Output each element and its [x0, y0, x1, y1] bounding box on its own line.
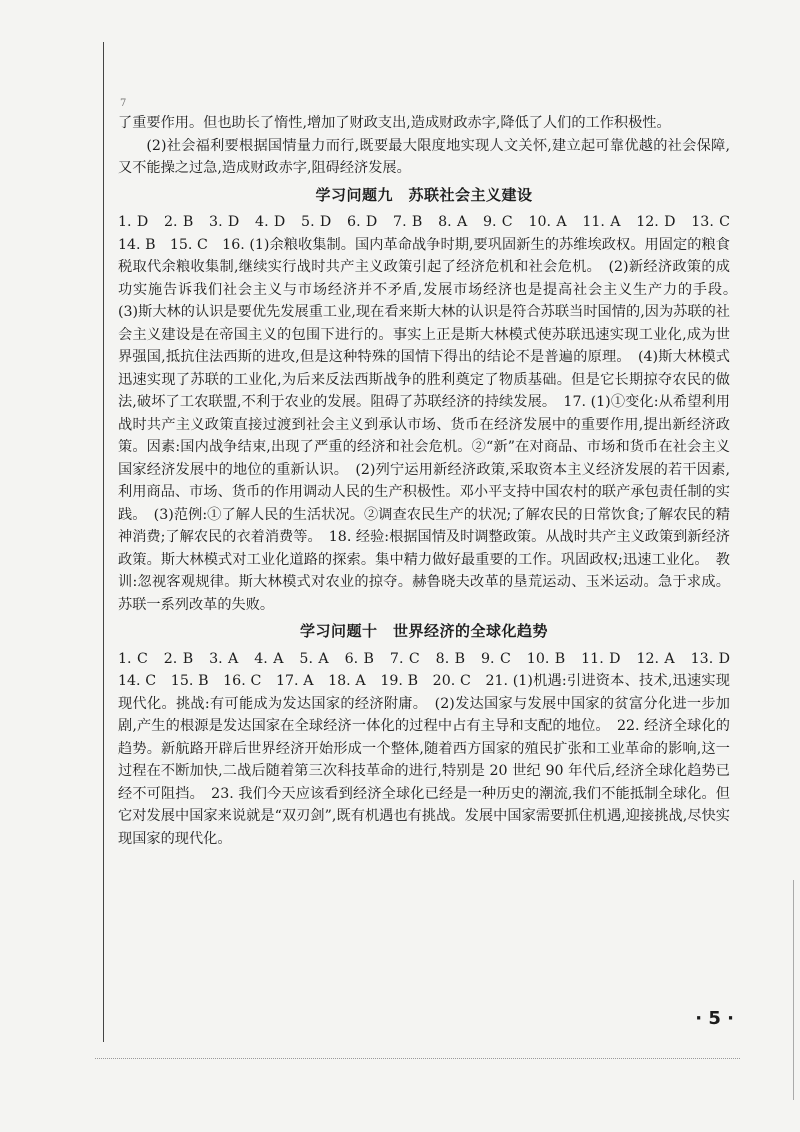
bottom-dotted-line [95, 1058, 740, 1060]
paragraph-continuation: 了重要作用。但也助长了惰性,增加了财政支出,造成财政赤字,降低了人们的工作积极性。 [118, 115, 671, 131]
answers-section-10: 1. C 2. B 3. A 4. A 5. A 6. B 7. C 8. B 9. C 10. B 11. D 12. A 13. D 14. C 15. B 16. C 17. A 18. A 19. B 20. C 21. (1)机遇:引进资本、技术,迅速实现现代化。挑战:有可能成为发达国家的经济附庸。 (2)发达国家与发展中国家的贫富分化进一步加剧,产生的根源是发达国家在全球经济一体化的过程中占有主导和支配的地位。 22. 经济全球化的趋势。新航路开辟后世界经济开始形成一个整体,随着西方国家的殖民扩张和工业革命的影响,这一过程在不断加快,二战后随着第三次科技革命的进行,特别是 20 世纪 90 年代后,经济全球化趋势已经不可阻挡。 23. 我们今天应该看到经济全球化已经是一种历史的潮流,我们不能抵制全球化。但它对发展中国家来说就是“双刃剑”,既有机遇也有挑战。发展中国家需要抓住机遇,迎接挑战,尽快实现国家的现代化。 [118, 650, 745, 847]
margin-line [103, 42, 104, 1042]
section-heading-9: 学习问题九 苏联社会主义建设 [315, 185, 533, 204]
page-number: · 5 · [695, 1008, 734, 1029]
section-heading-10: 学习问题十 世界经济的全球化趋势 [299, 622, 548, 640]
page-edge-line [793, 880, 794, 1100]
answers-section-9: 1. D 2. B 3. D 4. D 5. D 6. D 7. B 8. A 9. C 10. A 11. A 12. D 13. C 14. B 15. C 16. (1)余粮收集制。国内革命战争时期,要巩固新生的苏维埃政权。用固定的粮食税取代余粮收集制,继续实行战时共产主义政策引起了经济危机和社会危机。 (2)新经济政策的成功实施告诉我们社会主义与市场经济并不矛盾,发展市场经济也是提高社会主义生产力的手段。 (3)斯大林的认识是要优先发展重工业,现在看来斯大林的认识是符合苏联当时国情的,因为苏联的社会主义建设是在帝国主义的包围下进行的。事实上正是斯大林模式使苏联迅速实现工业化,成为世界强国,抵抗住法西斯的进攻,但是这种特殊的国情下得出的结论不是普遍的原理。 (4)斯大林模式迅速实现了苏联的工业化,为后来反法西斯战争的胜利奠定了物质基础。但是它长期掠夺农民的做法,破坏了工农联盟,不利于农业的发展。阻碍了苏联经济的持续发展。 17. (1)①变化:从希望利用战时共产主义政策直接过渡到社会主义到承认市场、货币在经济发展中的重要作用,提出新经济政策。因素:国内战争结束,出现了严重的经济和社会危机。②“新”在对商品、市场和货币在社会主义国家经济发展中的地位的重新认识。 (2)列宁运用新经济政策,采取资本主义经济发展的若干因素,利用商品、市场、货币的作用调动人民的生产积极性。邓小平支持中国农村的联产承包责任制的实践。 (3)范例:①了解人民的生活状况。②调查农民生产的状况;了解农民的日常饮食;了解农民的精神消费;了解农民的衣着消费等。 18. 经验:根据国情及时调整政策。从战时共产主义政策到新经济政策。斯大林模式对工业化道路的探索。集中精力做好最重要的工作。巩固政权;迅速工业化。 教训:忽视客观规律。斯大林模式对农业的掠夺。赫鲁晓夫改革的垦荒运动、玉米运动。急于求成。苏联一系列改革的失败。 [118, 214, 745, 613]
corner-mark: 7 [120, 98, 127, 109]
answer-content [118, 112, 745, 850]
paragraph-social-welfare: (2)社会福利要根据国情量力而行,既要最大限度地实现人文关怀,建立起可靠优越的社会保障,又不能操之过急,造成财政赤字,阻碍经济发展。 [118, 137, 730, 176]
